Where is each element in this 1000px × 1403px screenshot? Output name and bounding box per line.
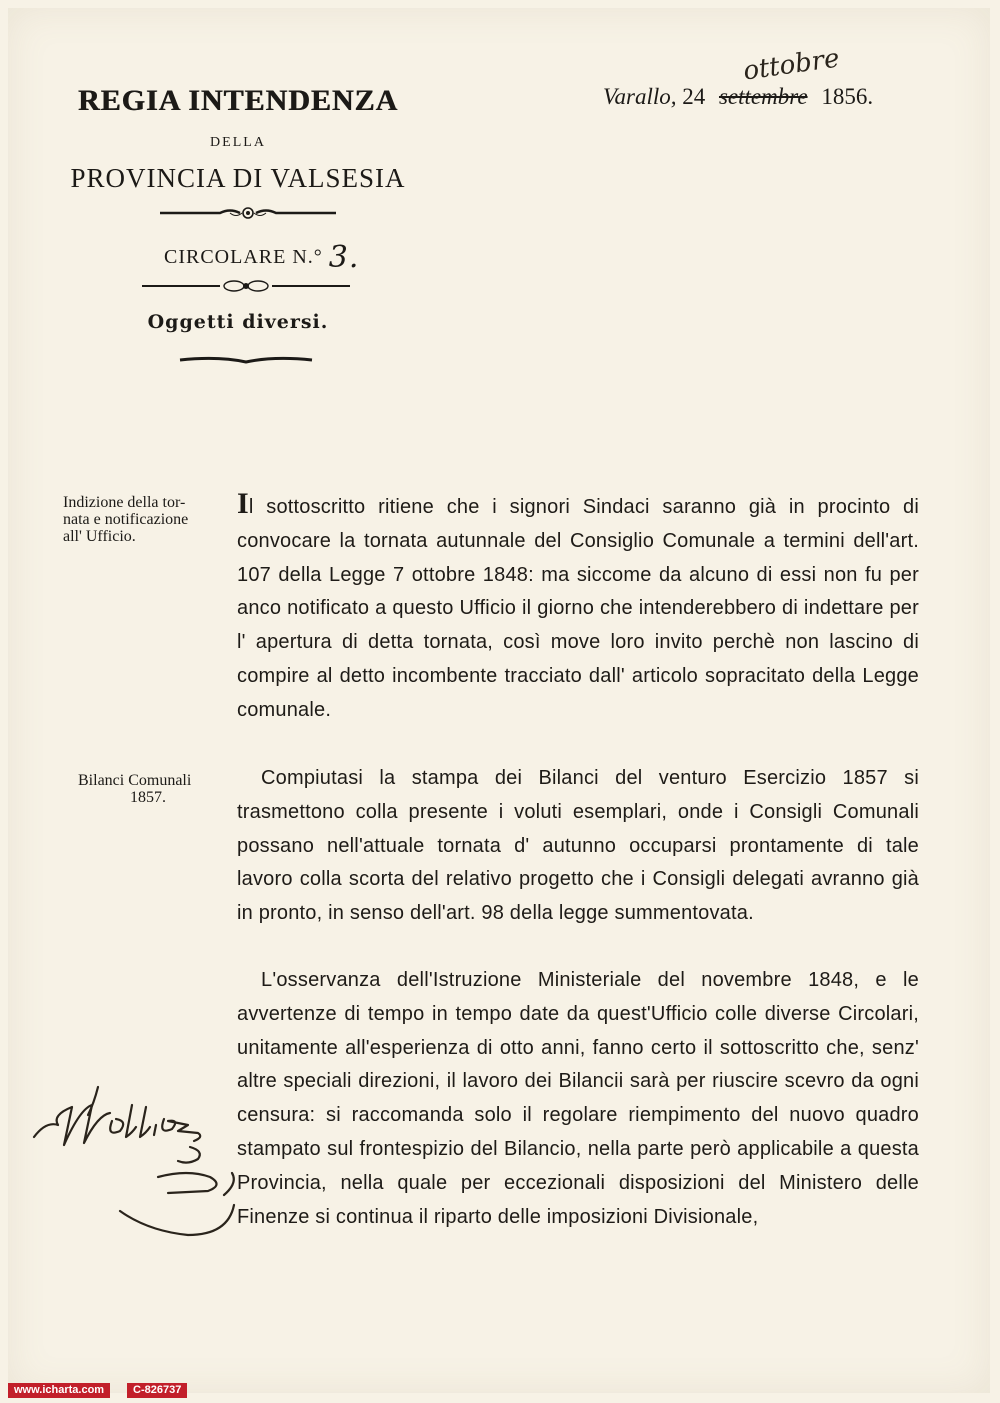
date-month-struck: settembre xyxy=(718,84,808,109)
ornament-rule-3 xyxy=(178,352,314,366)
province-title: PROVINCIA DI VALSESIA xyxy=(70,163,406,193)
subject-title: Oggetti diversi. xyxy=(147,311,329,333)
paragraph-1-text: l sottoscritto ritiene che i signori Sindaci saranno già in procinto di convocare la tornata autunnale del Consiglio Comunale a termini dell'art. 107 della Legge 7 ottobre 1848: ma siccome da alcuno di essi non fu per anco notificato a questo Ufficio il giorno che intenderebbero di indettare per l' apertura di detta tornata, così move loro invito perchè non lascino di compire al detto incombente tracciato dall' articolo sopracitato della Legge comunale. xyxy=(237,496,919,721)
paragraph-2: Compiutasi la stampa dei Bilanci del venturo Esercizio 1857 si trasmettono colla presente i voluti esemplari, onde i Consigli Comunali possano nell'attuale tornata d' autunno occuparsi prontamente di tale lavoro colla scorta del relativo progetto che i Consigli delegati avranno già in pronto, in senso dell'art. 98 della legge summentovata. xyxy=(237,767,919,925)
circular-label: CIRCOLARE N.° xyxy=(164,246,323,268)
paragraph-3: L'osservanza dell'Istruzione Ministeriale del novembre 1848, e le avvertenze di tempo in tempo date da quest'Ufficio colle diverse Circolari, unitamente all'esperienza di otto anni, fanno certo il sottoscritto che, senz' altre speciali direzioni, il lavoro dei Bilancii sarà per riuscire scevro da ogni censura: si raccomanda solo il regolare riempimento del nuovo quadro stampato sul frontespizio del Bilancio, nella parte però applicabile a questa Provincia, nella quale per eccezionali disposizioni del Ministero delle Finenze si continua il riparto delle imposizioni Divisionale, xyxy=(237,969,919,1228)
margin-note-indizione xyxy=(63,494,188,545)
circular-number xyxy=(164,236,360,275)
ornament-rule-2 xyxy=(140,278,352,294)
date-place: Varallo, xyxy=(603,84,677,109)
footer-url-stamp: www.icharta.com xyxy=(8,1383,110,1398)
date-month-handwritten: ottobre xyxy=(741,43,842,87)
date-year: 1856. xyxy=(821,84,874,109)
margin-line: all' Ufficio. xyxy=(63,528,136,545)
margin-line: 1857. xyxy=(130,789,166,806)
handwritten-signature xyxy=(28,1085,238,1245)
office-title: REGIA INTENDENZA xyxy=(77,84,399,117)
dateline xyxy=(603,43,874,110)
margin-note-bilanci xyxy=(78,772,228,806)
footer-code-stamp: C-826737 xyxy=(127,1383,187,1398)
circular-handwritten-number: 3. xyxy=(328,240,360,275)
margin-line: Indizione della tor- xyxy=(63,494,186,511)
office-della: DELLA xyxy=(210,135,266,150)
paragraph-1 xyxy=(237,487,919,728)
margin-line: Bilanci Comunali xyxy=(78,772,192,789)
ornament-rule-1 xyxy=(158,205,338,221)
date-day: 24 xyxy=(682,84,706,109)
margin-line: nata e notificazione xyxy=(63,511,189,528)
drop-cap: I xyxy=(237,487,249,520)
